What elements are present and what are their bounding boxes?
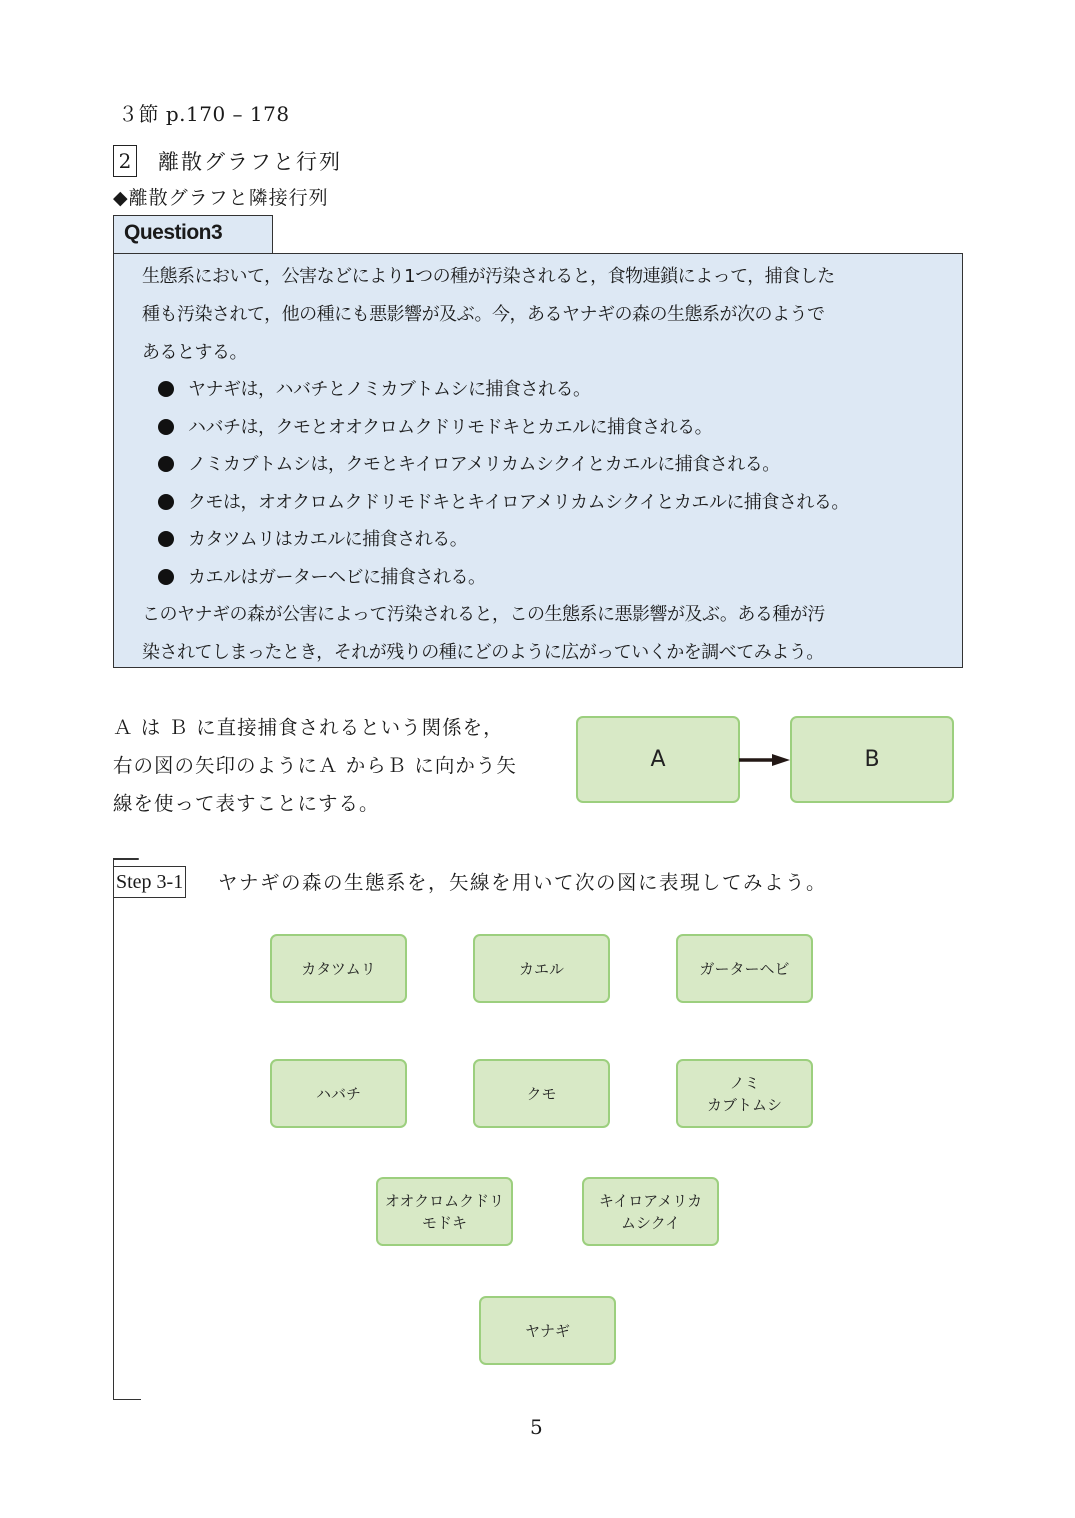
question-intro-line: 種も汚染されて，他の種にも悪影響が及ぶ。今，あるヤナギの森の生態系が次のようで xyxy=(142,304,825,325)
subsection-title: 離散グラフと行列 xyxy=(158,150,342,174)
list-item-text: カタツムリはカエルに捕食される。 xyxy=(188,529,468,550)
node-label: クモ xyxy=(526,1084,557,1103)
node-label: カエル xyxy=(518,959,564,978)
arrow-head xyxy=(772,754,790,766)
node-label: キイロアメリカ ムシクイ xyxy=(598,1191,703,1232)
explanation-line: Ａ は Ｂ に直接捕食されるという関係を， xyxy=(113,716,504,739)
example-node-a-label: A xyxy=(650,747,666,772)
node-label: ガーターヘビ xyxy=(699,959,790,978)
explanation-line: 右の図の矢印のようにＡ からＢ に向かう矢 xyxy=(113,754,517,777)
step-bracket xyxy=(113,858,142,1400)
bullet-icon xyxy=(158,569,174,585)
question-outro-line: このヤナギの森が公害によって汚染されると，この生態系に悪影響が及ぶ。ある種が汚 xyxy=(142,604,825,625)
list-item-text: ヤナギは，ハバチとノミカブトムシに捕食される。 xyxy=(188,379,591,400)
node-willow[interactable] xyxy=(479,1296,616,1365)
arrow-icon xyxy=(738,750,793,770)
question-box xyxy=(113,253,963,668)
list-item-text: カエルはガーターヘビに捕食される。 xyxy=(188,567,486,588)
node-sawfly[interactable] xyxy=(270,1059,407,1128)
step-label: Step 3-1 xyxy=(113,866,186,898)
step-instruction: ヤナギの森の生態系を，矢線を用いて次の図に表現してみよう。 xyxy=(218,871,828,894)
example-node-b-label: B xyxy=(864,747,880,772)
bullet-icon xyxy=(158,494,174,510)
list-item xyxy=(158,525,467,551)
list-item xyxy=(158,563,486,589)
list-item xyxy=(158,375,591,401)
list-item xyxy=(158,450,780,476)
question-intro-line: 生態系において，公害などにより1つの種が汚染されると，食物連鎖によって，捕食した xyxy=(142,266,835,287)
node-label: ヤナギ xyxy=(524,1321,570,1340)
node-frog[interactable] xyxy=(473,934,610,1003)
page-number: 5 xyxy=(530,1415,543,1439)
example-node-b xyxy=(790,716,954,803)
question-outro-line: 染されてしまったとき，それが残りの種にどのように広がっていくかを調べてみよう。 xyxy=(142,642,824,663)
bullet-icon xyxy=(158,381,174,397)
node-label: オオクロムクドリ モドキ xyxy=(384,1191,505,1232)
bullet-icon xyxy=(158,531,174,547)
node-label: ハバチ xyxy=(315,1084,361,1103)
list-item xyxy=(158,413,712,439)
list-item-text: クモは，オオクロムクドリモドキとキイロアメリカムシクイとカエルに捕食される。 xyxy=(188,492,849,513)
node-label: ノミ カブトムシ xyxy=(706,1073,782,1114)
node-label: カタツムリ xyxy=(301,959,376,978)
node-spider[interactable] xyxy=(473,1059,610,1128)
section-reference: ３節 p.170 – 178 xyxy=(118,102,290,126)
node-snail[interactable] xyxy=(270,934,407,1003)
node-flea-beetle[interactable] xyxy=(676,1059,813,1128)
bullet-icon xyxy=(158,419,174,435)
list-item-text: ノミカブトムシは，クモとキイロアメリカムシクイとカエルに捕食される。 xyxy=(188,454,780,475)
question-label: Question3 xyxy=(124,221,223,244)
topic-title: ◆離散グラフと隣接行列 xyxy=(113,187,329,209)
node-grackle[interactable] xyxy=(376,1177,513,1246)
question-intro-line: あるとする。 xyxy=(142,342,247,363)
bullet-icon xyxy=(158,456,174,472)
list-item-text: ハバチは，クモとオオクロムクドリモドキとカエルに捕食される。 xyxy=(188,417,713,438)
node-garter-snake[interactable] xyxy=(676,934,813,1003)
explanation-line: 線を使って表すことにする。 xyxy=(113,792,380,815)
node-warbler[interactable] xyxy=(582,1177,719,1246)
example-node-a xyxy=(576,716,740,803)
subsection-number-box: 2 xyxy=(113,145,137,177)
list-item xyxy=(158,488,849,514)
question-tab xyxy=(113,215,273,253)
